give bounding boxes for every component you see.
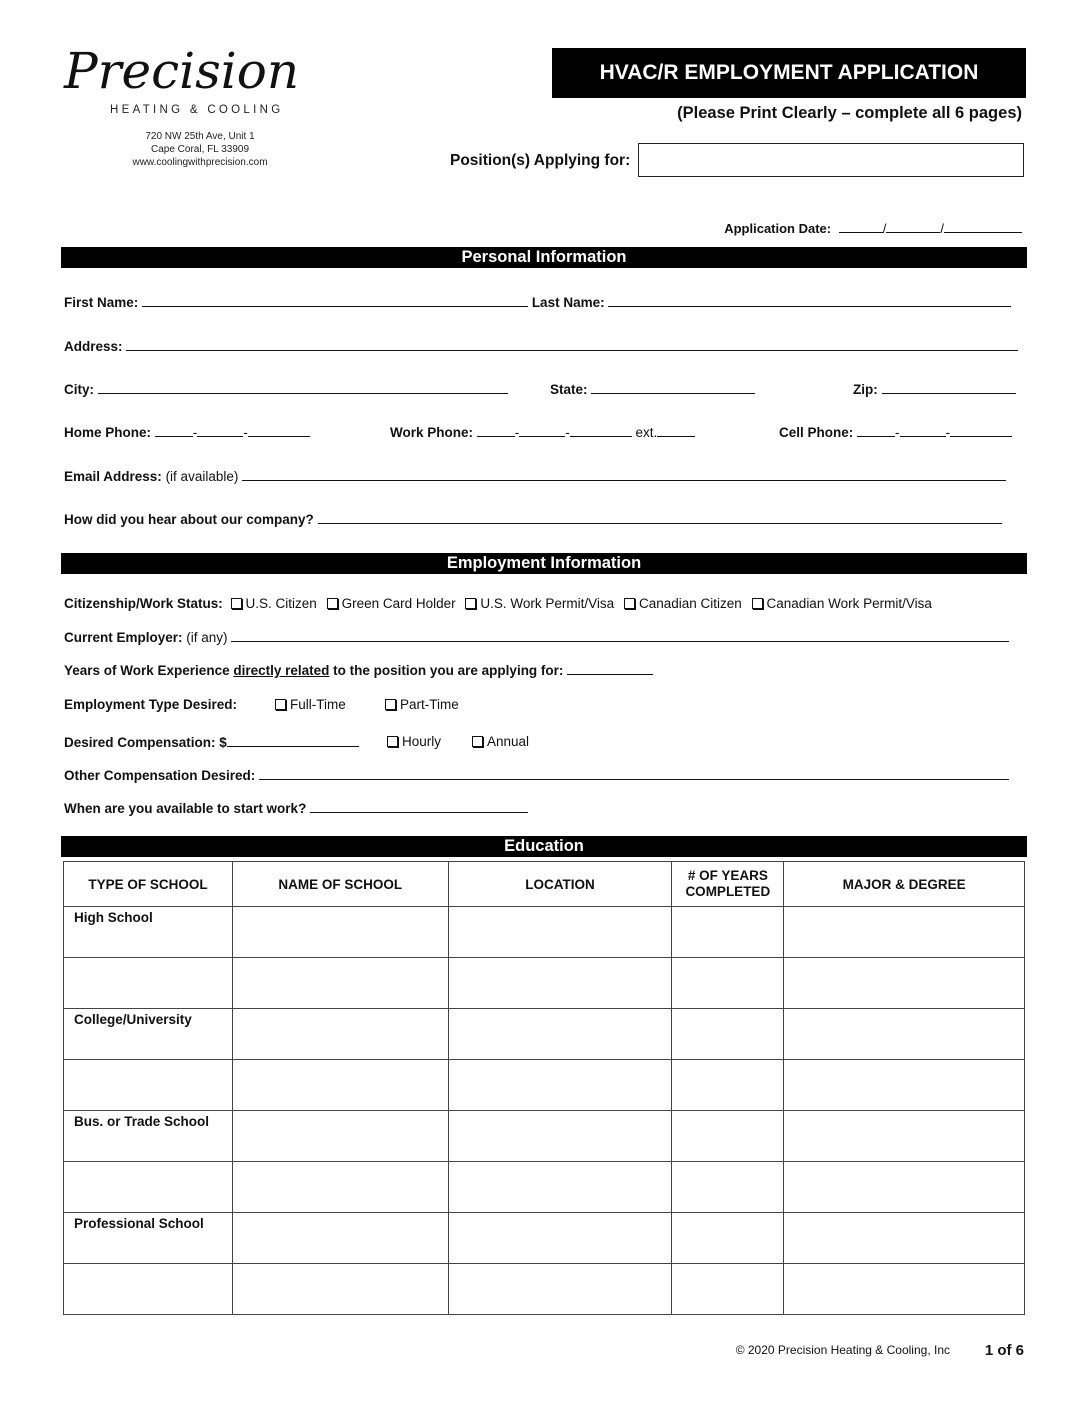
years-label-emphasis: directly related: [233, 663, 330, 678]
work-phone-prefix[interactable]: [519, 424, 565, 437]
column-location: LOCATION: [448, 862, 672, 907]
form-title: HVAC/R EMPLOYMENT APPLICATION: [552, 48, 1026, 98]
current-employer-field[interactable]: [231, 629, 1009, 642]
company-logo-subtitle: HEATING & COOLING: [110, 104, 284, 116]
row-type: [64, 1264, 233, 1315]
cell-phone-area[interactable]: [857, 424, 895, 437]
home-phone-label: Home Phone:: [64, 425, 152, 440]
location-cell[interactable]: [448, 907, 672, 958]
last-name-field[interactable]: [608, 294, 1011, 307]
compensation-row: [64, 734, 359, 750]
annual-label: Annual: [487, 734, 530, 749]
state-label: State:: [550, 382, 588, 397]
zip-label: Zip:: [853, 382, 878, 397]
email-label: Email Address:: [64, 469, 162, 484]
cell-phone-prefix[interactable]: [900, 424, 946, 437]
checkbox-part-time[interactable]: [385, 699, 396, 710]
company-logo: Precision: [64, 42, 300, 100]
work-phone-area[interactable]: [477, 424, 515, 437]
city-row: [64, 381, 508, 397]
name-cell[interactable]: [232, 907, 448, 958]
major-cell[interactable]: [784, 1111, 1025, 1162]
zip-group: [853, 381, 1016, 397]
work-phone-number[interactable]: [570, 424, 632, 437]
home-phone-number[interactable]: [248, 424, 310, 437]
hear-label: How did you hear about our company?: [64, 512, 314, 527]
years-field[interactable]: [567, 662, 653, 675]
full-time-option[interactable]: [275, 697, 346, 712]
home-phone-prefix[interactable]: [197, 424, 243, 437]
address-line-1: 720 NW 25th Ave, Unit 1: [145, 131, 255, 142]
years-cell[interactable]: [672, 1264, 784, 1315]
location-cell[interactable]: [448, 1111, 672, 1162]
current-employer-label: Current Employer:: [64, 630, 183, 645]
years-cell[interactable]: [672, 1060, 784, 1111]
years-cell[interactable]: [672, 958, 784, 1009]
hear-field[interactable]: [318, 511, 1002, 524]
email-row: [64, 468, 1006, 484]
application-date-label: Application Date:: [724, 221, 832, 236]
years-cell[interactable]: [672, 1111, 784, 1162]
full-time-label: Full-Time: [290, 697, 346, 712]
table-row: [64, 907, 1025, 958]
major-cell[interactable]: [784, 958, 1025, 1009]
row-type: Bus. or Trade School: [64, 1111, 233, 1162]
page-number: 1 of 6: [984, 1342, 1024, 1359]
major-cell[interactable]: [784, 1213, 1025, 1264]
row-type: Professional School: [64, 1213, 233, 1264]
home-phone-group: Home Phone: - -: [64, 424, 310, 440]
start-row: [64, 800, 528, 816]
option-us-citizen: U.S. Citizen: [245, 596, 317, 611]
form-subtitle: (Please Print Clearly – complete all 6 pages): [677, 104, 1022, 122]
name-cell[interactable]: [232, 1213, 448, 1264]
start-label: When are you available to start work?: [64, 801, 307, 816]
location-cell[interactable]: [448, 1213, 672, 1264]
state-field[interactable]: [591, 381, 755, 394]
major-cell[interactable]: [784, 1009, 1025, 1060]
last-name-label: Last Name:: [531, 295, 605, 310]
row-type: [64, 1060, 233, 1111]
hourly-option[interactable]: [387, 734, 441, 749]
row-type: [64, 1162, 233, 1213]
email-field[interactable]: [242, 468, 1006, 481]
column-type-of-school: TYPE OF SCHOOL: [64, 862, 233, 907]
part-time-option[interactable]: [385, 697, 459, 712]
major-cell[interactable]: [784, 1264, 1025, 1315]
checkbox-full-time[interactable]: [275, 699, 286, 710]
name-cell[interactable]: [232, 1162, 448, 1213]
city-field[interactable]: [98, 381, 508, 394]
work-phone-ext[interactable]: [657, 424, 695, 437]
name-row: [64, 294, 1011, 310]
checkbox-us-work-permit[interactable]: [465, 598, 476, 609]
annual-option[interactable]: [472, 734, 529, 749]
address-label: Address:: [64, 339, 123, 354]
option-us-work-permit: U.S. Work Permit/Visa: [480, 596, 615, 611]
name-cell[interactable]: [232, 1111, 448, 1162]
table-row: [64, 1264, 1025, 1315]
part-time-label: Part-Time: [400, 697, 459, 712]
section-employment-information: Employment Information: [61, 553, 1027, 574]
first-name-field[interactable]: [142, 294, 528, 307]
cell-phone-label: Cell Phone:: [779, 425, 854, 440]
citizenship-label: Citizenship/Work Status:: [64, 596, 223, 611]
checkbox-canadian-citizen[interactable]: [624, 598, 635, 609]
hear-row: [64, 511, 1002, 527]
work-phone-group: Work Phone: - - ext.: [390, 424, 695, 440]
option-canadian-citizen: Canadian Citizen: [638, 596, 742, 611]
checkbox-hourly[interactable]: [387, 736, 398, 747]
column-name-of-school: NAME OF SCHOOL: [232, 862, 448, 907]
other-compensation-field[interactable]: [259, 767, 1009, 780]
compensation-field[interactable]: [227, 734, 359, 747]
current-employer-row: [64, 629, 1009, 645]
hourly-label: Hourly: [402, 734, 442, 749]
location-cell[interactable]: [448, 1264, 672, 1315]
city-label: City:: [64, 382, 94, 397]
position-input[interactable]: [638, 143, 1024, 177]
ext-label: ext.: [635, 425, 658, 440]
work-phone-label: Work Phone:: [390, 425, 474, 440]
name-cell[interactable]: [232, 1060, 448, 1111]
state-group: [550, 381, 755, 397]
name-cell[interactable]: [232, 1264, 448, 1315]
major-cell[interactable]: [784, 1060, 1025, 1111]
cell-phone-number[interactable]: [950, 424, 1012, 437]
option-canadian-work-permit: Canadian Work Permit/Visa: [766, 596, 932, 611]
other-compensation-row: [64, 767, 1009, 783]
table-row: [64, 958, 1025, 1009]
company-website: www.coolingwithprecision.com: [132, 157, 268, 168]
years-cell[interactable]: [672, 1213, 784, 1264]
checkbox-us-citizen[interactable]: [231, 598, 242, 609]
years-row: [64, 662, 653, 678]
years-cell[interactable]: [672, 907, 784, 958]
education-table: [63, 861, 1025, 1315]
location-cell[interactable]: [448, 958, 672, 1009]
section-education: Education: [61, 836, 1027, 857]
section-personal-information: Personal Information: [61, 247, 1027, 268]
major-cell[interactable]: [784, 1162, 1025, 1213]
application-date-field[interactable]: Application Date: / /: [724, 220, 1022, 236]
years-cell[interactable]: [672, 1162, 784, 1213]
option-green-card: Green Card Holder: [341, 596, 456, 611]
column-years-completed: [672, 862, 784, 907]
table-row: [64, 1009, 1025, 1060]
table-row: [64, 1162, 1025, 1213]
row-type: College/University: [64, 1009, 233, 1060]
address-row: [64, 338, 1018, 354]
cell-phone-group: Cell Phone: - -: [779, 424, 1012, 440]
current-employer-note: (if any): [186, 630, 228, 645]
company-address: [100, 130, 300, 169]
copyright-notice: © 2020 Precision Heating & Cooling, Inc: [735, 1343, 950, 1357]
zip-field[interactable]: [882, 381, 1016, 394]
first-name-label: First Name:: [64, 295, 139, 310]
years-label-post: to the position you are applying for:: [333, 663, 564, 678]
table-row: [64, 1060, 1025, 1111]
address-field[interactable]: [126, 338, 1018, 351]
checkbox-annual[interactable]: [472, 736, 483, 747]
checkbox-green-card[interactable]: [327, 598, 338, 609]
position-label: Position(s) Applying for:: [450, 152, 631, 169]
address-line-2: Cape Coral, FL 33909: [150, 144, 250, 155]
table-row: [64, 1213, 1025, 1264]
row-type: [64, 958, 233, 1009]
name-cell[interactable]: [232, 1009, 448, 1060]
column-years-completed-label: # OF YEARS COMPLETED: [685, 868, 771, 899]
name-cell[interactable]: [232, 958, 448, 1009]
location-cell[interactable]: [448, 1060, 672, 1111]
row-type: High School: [64, 907, 233, 958]
home-phone-area[interactable]: [155, 424, 193, 437]
major-cell[interactable]: [784, 907, 1025, 958]
checkbox-canadian-work-permit[interactable]: [752, 598, 763, 609]
education-header-row: [64, 862, 1025, 907]
years-cell[interactable]: [672, 1009, 784, 1060]
table-row: [64, 1111, 1025, 1162]
location-cell[interactable]: [448, 1009, 672, 1060]
location-cell[interactable]: [448, 1162, 672, 1213]
years-label-pre: Years of Work Experience: [64, 663, 230, 678]
employment-type-label: Employment Type Desired:: [64, 697, 238, 712]
other-compensation-label: Other Compensation Desired:: [64, 768, 256, 783]
citizenship-row: [64, 596, 932, 611]
column-major-degree: MAJOR & DEGREE: [784, 862, 1025, 907]
email-note: (if available): [165, 469, 239, 484]
compensation-label: Desired Compensation: $: [64, 735, 227, 750]
start-field[interactable]: [310, 800, 528, 813]
